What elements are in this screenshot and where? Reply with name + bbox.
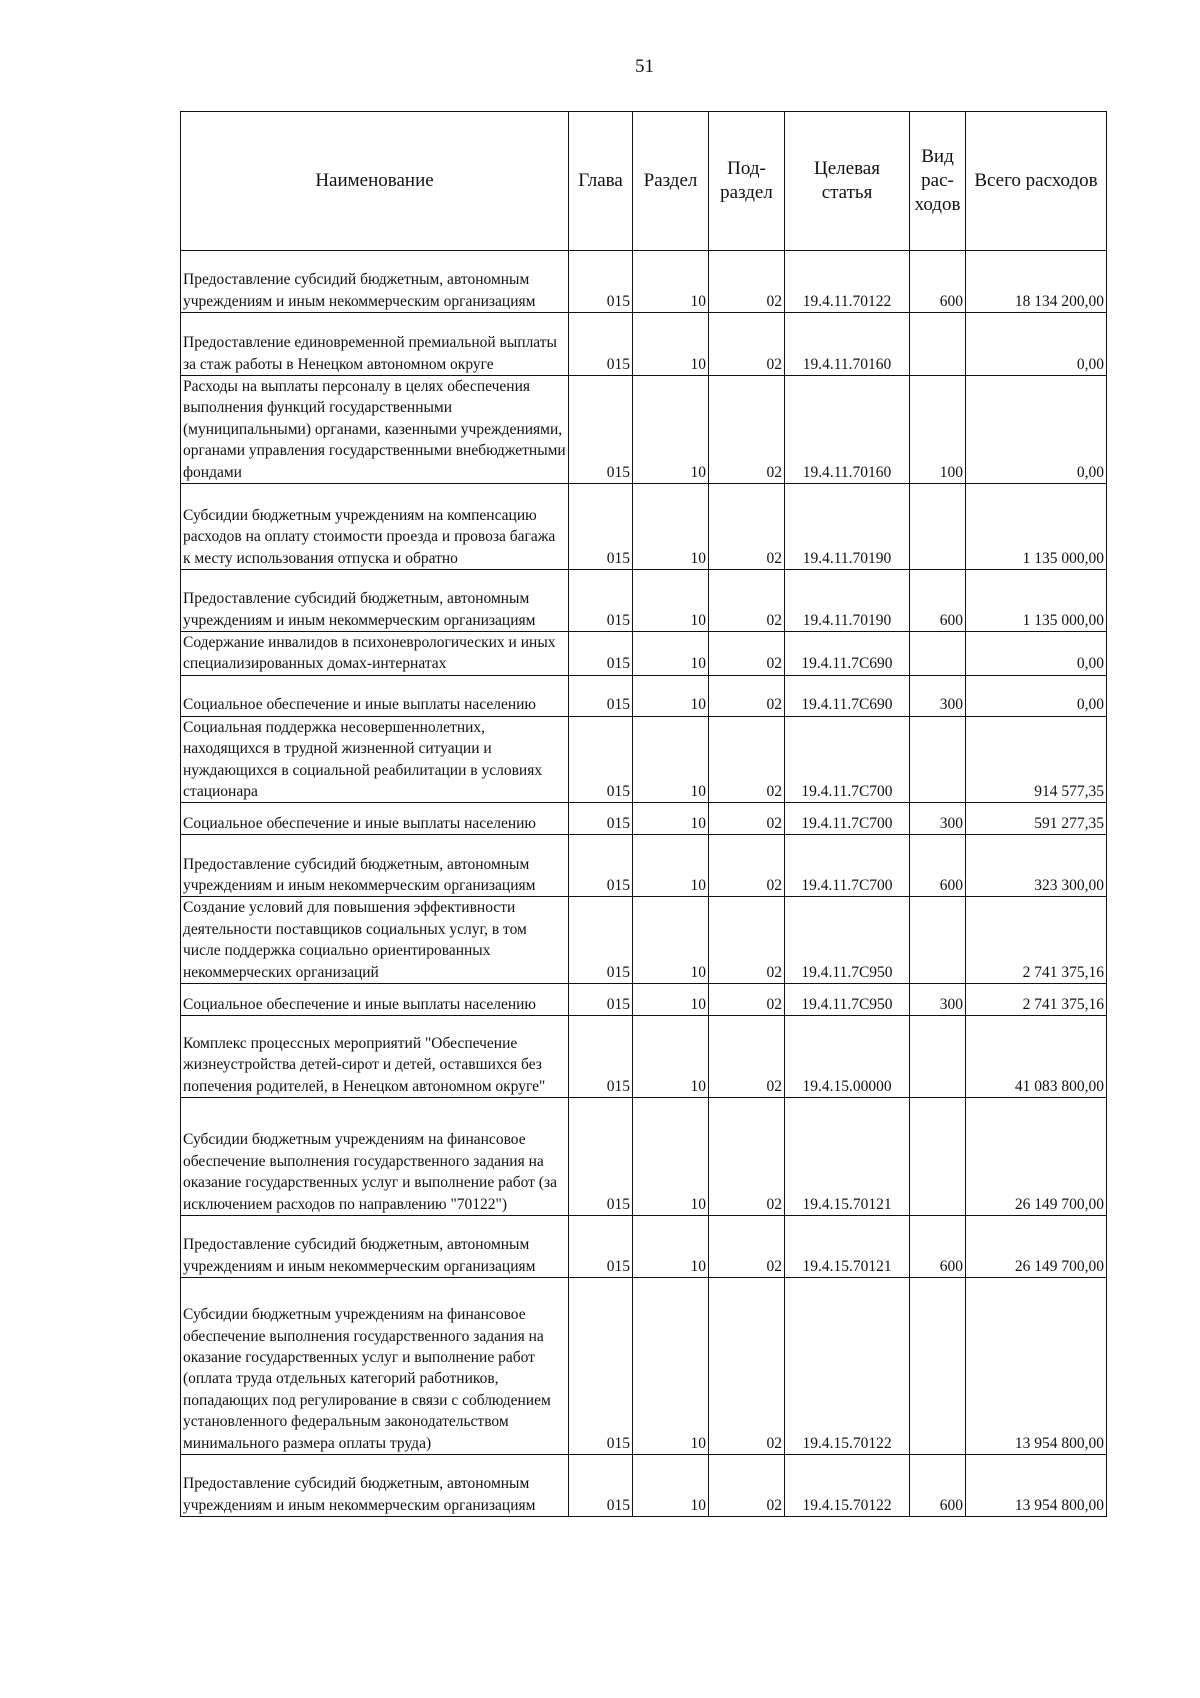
cell-vid: 600 [910,835,966,897]
cell-razdel: 10 [633,1278,709,1455]
cell-razdel: 10 [633,1098,709,1216]
cell-name: Предоставление субсидий бюджетным, автономным учреждениям и иным некоммерческим организациям [181,1455,569,1517]
cell-vid: 300 [910,675,966,716]
table-body [181,251,1107,1517]
cell-total: 914 577,35 [966,716,1107,803]
cell-total: 2 741 375,16 [966,897,1107,984]
cell-glava: 015 [569,984,633,1016]
cell-name: Предоставление субсидий бюджетным, автономным учреждениям и иным некоммерческим организациям [181,1216,569,1278]
cell-podrazdel: 02 [709,984,785,1016]
cell-vid: 300 [910,984,966,1016]
cell-podrazdel: 02 [709,251,785,313]
cell-podrazdel: 02 [709,1216,785,1278]
cell-podrazdel: 02 [709,803,785,835]
cell-podrazdel: 02 [709,675,785,716]
cell-razdel: 10 [633,984,709,1016]
cell-razdel: 10 [633,803,709,835]
cell-total: 1 135 000,00 [966,484,1107,570]
cell-vid [910,313,966,376]
cell-razdel: 10 [633,313,709,376]
cell-glava: 015 [569,251,633,313]
cell-total: 0,00 [966,675,1107,716]
cell-statya: 19.4.11.7С690 [785,675,910,716]
cell-glava: 015 [569,803,633,835]
cell-name: Предоставление субсидий бюджетным, автономным учреждениям и иным некоммерческим организациям [181,570,569,632]
cell-glava: 015 [569,675,633,716]
cell-total: 323 300,00 [966,835,1107,897]
cell-statya: 19.4.15.70122 [785,1455,910,1517]
table-row [181,984,1107,1016]
cell-podrazdel: 02 [709,716,785,803]
header-statya: Целевая статья [785,112,910,251]
cell-vid [910,1016,966,1098]
cell-podrazdel: 02 [709,570,785,632]
header-name: Наименование [181,112,569,251]
cell-razdel: 10 [633,1016,709,1098]
cell-vid [910,897,966,984]
table-row [181,675,1107,716]
cell-glava: 015 [569,897,633,984]
cell-total: 18 134 200,00 [966,251,1107,313]
cell-podrazdel: 02 [709,376,785,484]
cell-statya: 19.4.11.7С700 [785,716,910,803]
table-row [181,313,1107,376]
cell-vid [910,1278,966,1455]
table-row [181,1098,1107,1216]
cell-podrazdel: 02 [709,1278,785,1455]
cell-podrazdel: 02 [709,313,785,376]
cell-vid: 600 [910,570,966,632]
cell-name: Предоставление субсидий бюджетным, автономным учреждениям и иным некоммерческим организациям [181,835,569,897]
cell-glava: 015 [569,313,633,376]
cell-statya: 19.4.11.7С700 [785,835,910,897]
cell-razdel: 10 [633,897,709,984]
cell-glava: 015 [569,484,633,570]
cell-glava: 015 [569,632,633,676]
cell-total: 26 149 700,00 [966,1098,1107,1216]
cell-razdel: 10 [633,251,709,313]
cell-podrazdel: 02 [709,484,785,570]
cell-podrazdel: 02 [709,897,785,984]
cell-total: 13 954 800,00 [966,1455,1107,1517]
cell-glava: 015 [569,1278,633,1455]
table-row [181,376,1107,484]
cell-statya: 19.4.11.70190 [785,570,910,632]
table-row [181,716,1107,803]
cell-name: Предоставление субсидий бюджетным, автономным учреждениям и иным некоммерческим организациям [181,251,569,313]
header-total: Всего расходов [966,112,1107,251]
cell-glava: 015 [569,1016,633,1098]
cell-total: 41 083 800,00 [966,1016,1107,1098]
cell-statya: 19.4.11.70160 [785,376,910,484]
cell-statya: 19.4.15.70121 [785,1098,910,1216]
table-row [181,570,1107,632]
cell-total: 0,00 [966,376,1107,484]
cell-glava: 015 [569,1216,633,1278]
cell-glava: 015 [569,376,633,484]
cell-name: Субсидии бюджетным учреждениям на финансовое обеспечение выполнения государственного задания на оказание государственных услуг и выполнение работ (оплата труда отдельных категорий работников, попадающих под регулирование в связи с соблюдением установленного федеральным законодательством минимального размера оплаты труда) [181,1278,569,1455]
cell-podrazdel: 02 [709,835,785,897]
header-razdel: Раздел [633,112,709,251]
cell-glava: 015 [569,1455,633,1517]
cell-razdel: 10 [633,835,709,897]
cell-statya: 19.4.11.70160 [785,313,910,376]
cell-vid [910,484,966,570]
cell-vid [910,716,966,803]
page-number: 51 [635,56,654,77]
cell-vid [910,1098,966,1216]
cell-total: 591 277,35 [966,803,1107,835]
cell-podrazdel: 02 [709,1016,785,1098]
cell-name: Субсидии бюджетным учреждениям на компенсацию расходов на оплату стоимости проезда и провоза багажа к месту использования отпуска и обратно [181,484,569,570]
cell-statya: 19.4.15.70121 [785,1216,910,1278]
table-row [181,835,1107,897]
cell-glava: 015 [569,716,633,803]
cell-name: Расходы на выплаты персоналу в целях обеспечения выполнения функций государственными (муниципальными) органами, казенными учреждениями, органами управления государственными внебюджетными фондами [181,376,569,484]
table-row [181,1016,1107,1098]
cell-total: 0,00 [966,632,1107,676]
cell-vid: 600 [910,251,966,313]
cell-razdel: 10 [633,484,709,570]
table-row [181,803,1107,835]
cell-name: Создание условий для повышения эффективности деятельности поставщиков социальных услуг, в том числе поддержка социально ориентированных некоммерческих организаций [181,897,569,984]
budget-table [180,111,1107,1517]
cell-statya: 19.4.15.00000 [785,1016,910,1098]
cell-vid [910,632,966,676]
table-row [181,484,1107,570]
cell-vid: 600 [910,1216,966,1278]
table-row [181,1216,1107,1278]
table-row [181,897,1107,984]
cell-podrazdel: 02 [709,1455,785,1517]
cell-name: Социальное обеспечение и иные выплаты населению [181,675,569,716]
table-row [181,1278,1107,1455]
cell-name: Социальное обеспечение и иные выплаты населению [181,984,569,1016]
cell-razdel: 10 [633,1455,709,1517]
cell-statya: 19.4.11.70122 [785,251,910,313]
cell-total: 1 135 000,00 [966,570,1107,632]
cell-statya: 19.4.11.7С950 [785,897,910,984]
table-row [181,632,1107,676]
table-row [181,251,1107,313]
cell-razdel: 10 [633,376,709,484]
table-row [181,1455,1107,1517]
cell-glava: 015 [569,570,633,632]
cell-razdel: 10 [633,675,709,716]
header-podrazdel: Под- раздел [709,112,785,251]
cell-statya: 19.4.11.7С950 [785,984,910,1016]
cell-total: 2 741 375,16 [966,984,1107,1016]
cell-vid: 100 [910,376,966,484]
cell-vid: 300 [910,803,966,835]
cell-razdel: 10 [633,716,709,803]
cell-podrazdel: 02 [709,1098,785,1216]
cell-total: 0,00 [966,313,1107,376]
cell-name: Социальная поддержка несовершеннолетних, находящихся в трудной жизненной ситуации и нуждающихся в социальной реабилитации в условиях стационара [181,716,569,803]
cell-razdel: 10 [633,570,709,632]
header-vid: Вид рас- ходов [910,112,966,251]
cell-statya: 19.4.11.7С700 [785,803,910,835]
cell-glava: 015 [569,835,633,897]
cell-glava: 015 [569,1098,633,1216]
cell-statya: 19.4.15.70122 [785,1278,910,1455]
cell-name: Содержание инвалидов в психоневрологических и иных специализированных домах-интернатах [181,632,569,676]
cell-name: Комплекс процессных мероприятий "Обеспечение жизнеустройства детей-сирот и детей, оставшихся без попечения родителей, в Ненецком автономном округе" [181,1016,569,1098]
cell-razdel: 10 [633,1216,709,1278]
cell-total: 26 149 700,00 [966,1216,1107,1278]
cell-name: Субсидии бюджетным учреждениям на финансовое обеспечение выполнения государственного задания на оказание государственных услуг и выполнение работ (за исключением расходов по направлению "70122") [181,1098,569,1216]
cell-statya: 19.4.11.7С690 [785,632,910,676]
cell-podrazdel: 02 [709,632,785,676]
cell-razdel: 10 [633,632,709,676]
cell-name: Социальное обеспечение и иные выплаты населению [181,803,569,835]
cell-vid: 600 [910,1455,966,1517]
header-glava: Глава [569,112,633,251]
table-header-row [181,112,1107,251]
cell-name: Предоставление единовременной премиальной выплаты за стаж работы в Ненецком автономном округе [181,313,569,376]
cell-total: 13 954 800,00 [966,1278,1107,1455]
cell-statya: 19.4.11.70190 [785,484,910,570]
